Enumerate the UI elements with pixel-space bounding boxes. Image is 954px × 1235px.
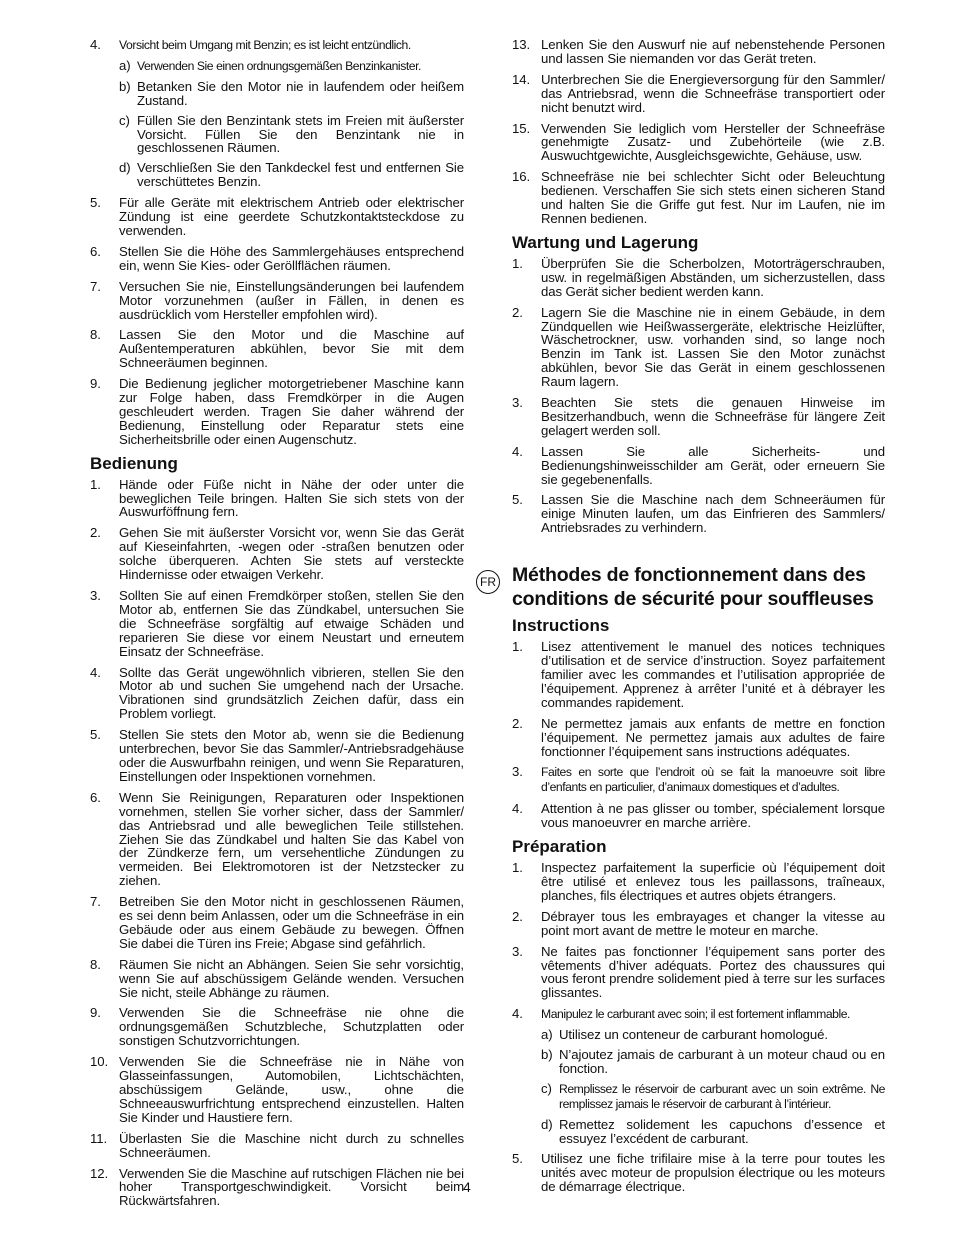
list-item-text: Beachten Sie stets die genauen Hinweise im Besitzerhandbuch, wenn die Schneefräse für längere Zeit gelagert werden soll. [541,395,885,438]
list-item-number: 16. [512,169,531,185]
list-item-number: 7. [90,278,101,294]
list-item-number: 3. [90,588,101,603]
list-item [512,945,885,1001]
list-item-text: Utilisez une fiche trifilaire mise à la terre pour toutes les unités avec moteur de propulsion électrique ou les moteurs de démarrage électrique. [541,1151,885,1195]
list-item-number: 2. [512,304,523,320]
sub-list-item [541,1082,885,1112]
list-item-text: Vorsicht beim Umgang mit Benzin; es ist leicht entzündlich. [119,38,411,52]
list-item [90,1006,464,1048]
sub-list-item-text: Betanken Sie den Motor nie in laufendem oder heißem Zustand. [137,78,464,108]
list-item [90,38,464,189]
list-item-number: 1. [512,255,523,271]
list-item-text: Verwenden Sie die Maschine auf rutschigen Flächen nie bei hoher Transportgeschwindigkeit. Vorsicht beim Rückwärtsfahren. [119,1165,464,1209]
list-item-text: Ne faites pas fonctionner l’équipement sans porter des vêtements d’hiver adéquats. Portez des chaussures qui vous feront prendre solidement pied à terre sur les surfaces glissantes. [541,943,885,1001]
sub-list-item-text: Verwenden Sie einen ordnungsgemäßen Benzinkanister. [137,58,421,73]
sub-list-item-text: Verschließen Sie den Tankdeckel fest und entfernen Sie verschüttetes Benzin. [137,160,464,190]
list-item-text: Schneefräse nie bei schlechter Sicht oder Beleuchtung bedienen. Verschaffen Sie sich stets einen sicheren Stand und halten Sie die Griffe gut fest. Nur im Laufen, nie im Rennen bedienen. [541,169,885,226]
sub-list-item-text: N’ajoutez jamais de carburant à un moteur chaud ou en fonction. [559,1047,885,1076]
sub-list [119,59,464,189]
heading-wartung: Wartung und Lagerung [512,232,699,252]
list-item-number: 6. [90,243,101,259]
sub-list-item-letter: b) [541,1047,553,1063]
list-item [90,958,464,1000]
list-safety-continued [90,38,464,447]
sub-list-item-letter: b) [119,78,131,94]
list-item-text: Stellen Sie die Höhe des Sammlergehäuses entsprechend ein, wenn Sie Kies- oder Geröllflächen räumen. [119,243,464,273]
list-item-number: 6. [90,789,101,805]
list-item-text: Lassen Sie die Maschine nach dem Schneeräumen für einige Minuten laufen, um das Einfrieren des Sammlers/ Antriebsrades zu verhindern. [541,492,885,536]
sub-list-item-letter: a) [119,57,131,73]
left-column [90,38,464,1215]
list-item [90,478,464,520]
list-item-number: 5. [90,195,101,211]
list-item-number: 11. [90,1130,108,1146]
list-item-text: Sollten Sie auf einen Fremdkörper stoßen, stellen Sie den Motor ab, entfernen Sie das Zündkabel, untersuchen Sie die Schneefräse sorgfältig auf etwaige Schäden und reparieren Sie diese vor einem Neustart und erneutem Einsatz der Schneefräse. [119,588,464,659]
list-item-number: 3. [512,395,523,411]
list-item-text: Gehen Sie mit äußerster Vorsicht vor, wenn Sie das Gerät auf Kieseinfahrten, -wegen oder -straßen benutzen oder solche überqueren. Achten Sie stets auf versteckte Hindernisse oder etwaigen Verkehr. [119,525,464,583]
sub-list-item-letter: a) [541,1027,553,1043]
list-item [90,1167,464,1209]
list-item-number: 13. [512,37,531,52]
list-item [90,1132,464,1160]
page-number: 4 [463,1179,471,1195]
list-item [90,377,464,447]
heading-preparation: Préparation [512,837,607,857]
sub-list-item [541,1048,885,1076]
list-item-number: 1. [90,476,101,492]
list-item [512,1007,885,1145]
list-item-number: 7. [90,894,101,910]
sub-list-item [541,1118,885,1146]
sub-list [541,1028,885,1145]
list-item-text: Die Bedienung jeglicher motorgetriebener Maschine kann zur Folge haben, dass Fremdkörper in die Augen geschleudert werden. Tragen Sie daher während der Bedienung, Einstellung oder Reparatur stets eine Sicherheitsbrille oder einen Augenschutz. [119,376,464,447]
list-item [512,717,885,759]
list-item-number: 5. [90,727,101,743]
sub-list-item-letter: d) [541,1116,553,1132]
list-item-text: Lassen Sie alle Sicherheits- und Bedienungshinweisschilder am Gerät, oder erneuern Sie sie gegebenenfalls. [541,443,885,487]
list-item [512,306,885,389]
list-item [512,122,885,164]
list-item-text: Faites en sorte que l’endroit où se fait la manoeuvre soit libre d’enfants en particulier, d’animaux domestiques et d’adultes. [541,765,885,795]
list-item [90,328,464,370]
list-item-text: Verwenden Sie die Schneefräse nie ohne die ordnungsgemäßen Schutzbleche, Schutzplatten oder sonstigen Schutzvorrichtungen. [119,1005,464,1049]
list-item-number: 10. [90,1054,109,1070]
list-item-number: 2. [512,908,523,924]
list-item-text: Verwenden Sie lediglich vom Hersteller der Schneefräse genehmigte Zusatz- und Zubehörteile (wie z.B. Auswuchtgewichte, Ausgleichsgewichte, Gehäuse, usw. [541,120,885,164]
list-item-text: Versuchen Sie nie, Einstellungsänderungen bei laufendem Motor vorzunehmen (außer in Fällen, in denen es ausdrücklich vom Hersteller empfohlen wird). [119,278,464,322]
list-item [90,280,464,322]
list-item-text: Manipulez le carburant avec soin; il est fortement inflammable. [541,1007,850,1022]
list-item-number: 12. [90,1165,109,1181]
sub-list-item-letter: d) [119,160,131,176]
list-item [512,765,885,795]
list-item-text: Lisez attentivement le manuel des notices techniques d’utilisation et de service d’instruction. Soyez parfaitement familier avec les commandes et l’utilisation appropriée de l’équipement. Apprenez à arrêter l’unité et à débrayer les commandes rapidement. [541,639,885,710]
list-item [90,526,464,582]
list-preparation [512,861,885,1194]
list-item-text: Betreiben Sie den Motor nicht in geschlossenen Räumen, es sei denn beim Anlassen, oder um die Schneefräse in ein Gebäude oder aus einem Gebäude zu bewegen. Öffnen Sie dabei die Türen ins Freie; Abgase sind gefährlich. [119,894,464,951]
list-item-text: Sollte das Gerät ungewöhnlich vibrieren, stellen Sie den Motor ab und suchen Sie umgehend nach der Ursache. Vibrationen sind grundsätzlich Zeichen dafür, dass ein Problem vorliegt. [119,664,464,722]
list-item [90,895,464,951]
list-item-text: Lagern Sie die Maschine nie in einem Gebäude, in dem Zündquellen wie Heißwassergeräte, elektrische Heizlüfter, Wäschetrockner, usw. vorhanden sind, so lange noch Benzin im Tank ist. Lassen Sie den Motor zunächst abkühlen, bevor Sie das Gerät in einem geschlossenen Raum lagern. [541,304,885,390]
list-item-number: 4. [90,664,101,680]
sub-list-item [119,114,464,156]
list-item-text: Räumen Sie nicht an Abhängen. Seien Sie sehr vorsichtig, wenn Sie auf abschüssigem Gelände wenden. Versuchen Sie nicht, steile Abhänge zu räumen. [119,956,464,1000]
list-item [90,666,464,722]
list-item-number: 8. [90,956,101,972]
list-item-text: Für alle Geräte mit elektrischem Antrieb oder elektrischer Zündung ist eine geerdete Schutzkontaktsteckdose zu verwenden. [119,195,464,238]
list-item-text: Lassen Sie den Motor und die Maschine auf Außentemperaturen abkühlen, bevor Sie mit dem Schneeräumen beginnen. [119,327,464,371]
list-item [512,910,885,938]
list-item-number: 15. [512,120,531,136]
list-item-text: Débrayer tous les embrayages et changer la vitesse au point mort avant de mettre le moteur en marche. [541,908,885,938]
list-item-text: Verwenden Sie die Schneefräse nie in Nähe von Glasseinfassungen, Automobilen, Lichtschächten, abschüssigem Gelände, usw., ohne die Schneeauswurfrichtung entsprechend einzustellen. Halten Sie Kinder und Haustiere fern. [119,1054,464,1125]
list-item-number: 3. [512,943,523,959]
list-item-text: Stellen Sie stets den Motor ab, wenn sie die Bedienung unterbrechen, bevor Sie das Sammler/-Antriebsradgehäuse oder die Auswurfbahn reinigen, und wenn Sie Reparaturen, Einstellungen oder Inspektionen vornehmen. [119,727,464,784]
heading-instructions: Instructions [512,616,610,636]
list-instructions [512,640,885,830]
sub-list-item-text: Remplissez le réservoir de carburant avec un soin extrême. Ne remplissez jamais le réservoir de carburant à l’intérieur. [559,1081,885,1111]
sub-list-item-text: Utilisez un conteneur de carburant homologué. [559,1027,828,1043]
right-column [480,37,885,1201]
sub-list-item [119,161,464,189]
list-item [512,170,885,226]
heading-bedienung: Bedienung [90,453,178,473]
french-section [480,563,885,1195]
sub-list-item-letter: c) [541,1080,552,1096]
list-item [512,640,885,710]
list-item-text: Wenn Sie Reinigungen, Reparaturen oder Inspektionen vornehmen, stellen Sie vorher sicher, dass der Sammler/ das Antriebsrad und alle beweglichen Teile stillstehen. Ziehen Sie das Zündkabel und halten Sie das Kabel von der Zündkerze fern, um versehentliche Zündungen zu vermeiden. Bei Elektromotoren ist der Netzstecker zu ziehen. [119,789,464,889]
list-item [512,73,885,115]
list-item-number: 4. [512,1006,523,1022]
list-item-text: Hände oder Füße nicht in Nähe der oder unter die beweglichen Teile bringen. Halten Sie sich stets von der Auswurföffnung fern. [119,476,464,520]
list-item-number: 2. [90,525,101,541]
list-item-number: 8. [90,327,101,343]
list-item [512,1152,885,1194]
list-item-text: Lenken Sie den Auswurf nie auf nebenstehende Personen und lassen Sie niemanden vor das Gerät treten. [541,37,885,66]
list-item-number: 4. [512,801,523,817]
list-item-text: Überlasten Sie die Maschine nicht durch zu schnelles Schneeräumen. [119,1130,464,1160]
list-item [90,728,464,784]
list-item-text: Ne permettez jamais aux enfants de mettre en fonction l’équipement. Ne permettez jamais aux adultes de faire fonctionner l’équipement sans instructions adéquates. [541,715,885,759]
list-item [512,445,885,487]
list-item-text: Attention à ne pas glisser ou tomber, spécialement lorsque vous manoeuvrer en marche arrière. [541,801,885,831]
list-item-number: 1. [512,860,523,876]
list-bedienung-continued [512,38,885,226]
list-item-number: 2. [512,715,523,731]
list-item-number: 4. [90,37,101,52]
language-badge-fr: FR [476,570,500,594]
sub-list-item-text: Füllen Sie den Benzintank stets im Freien mit äußerster Vorsicht. Füllen Sie den Benzintank nie in geschlossenen Räumen. [137,112,464,156]
list-item-number: 5. [512,1151,523,1167]
list-item-number: 5. [512,492,523,508]
list-item [512,38,885,66]
sub-list-item-letter: c) [119,112,130,128]
list-item [512,396,885,438]
list-item [90,196,464,238]
list-item-text: Unterbrechen Sie die Energieversorgung für den Sammler/ das Antriebsrad, wenn die Schneefräse transportiert oder nicht benutzt wird. [541,71,885,115]
list-item [90,245,464,273]
list-item-number: 4. [512,443,523,459]
french-title-line-2: conditions de sécurité pour souffleuses [512,588,874,611]
list-item [512,493,885,535]
list-item-number: 1. [512,639,523,655]
sub-list-item-text: Remettez solidement les capuchons d’essence et essuyez l’excédent de carburant. [559,1116,885,1146]
list-item-number: 14. [512,71,531,87]
sub-list-item [541,1028,885,1042]
list-item-number: 9. [90,1005,101,1021]
list-item-number: 3. [512,764,523,780]
list-item-number: 9. [90,376,101,392]
list-item [512,861,885,903]
sub-list-item [119,80,464,108]
list-item [90,791,464,888]
list-item [90,589,464,659]
list-item [512,802,885,830]
list-item-text: Inspectez parfaitement la superficie où l’équipement doit être utilisé et enlevez tous les paillassons, traîneaux, planches, fils électriques et autres objets étrangers. [541,860,885,903]
french-section-title [512,563,885,611]
list-bedienung [90,478,464,1209]
list-item [90,1055,464,1125]
list-item-text: Überprüfen Sie die Scherbolzen, Motorträgerschrauben, usw. in regelmäßigen Abständen, um sicherzustellen, dass das Gerät sicher bedient werden kann. [541,255,885,299]
french-title-line-1: Méthodes de fonctionnement dans des [512,564,866,587]
list-item [512,257,885,299]
list-wartung [512,257,885,535]
sub-list-item [119,59,464,74]
